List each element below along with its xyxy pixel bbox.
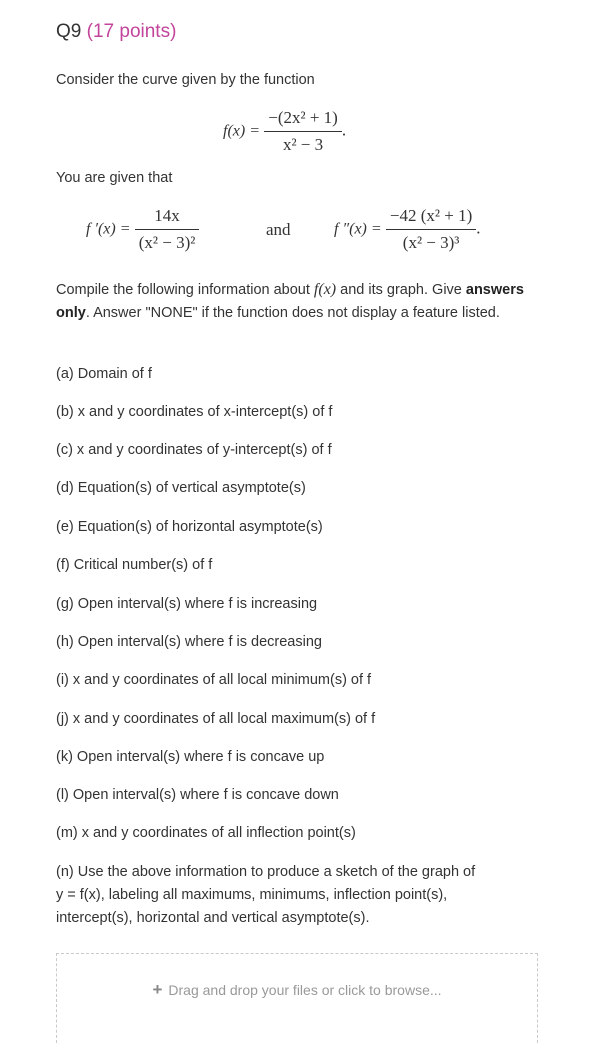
given-text: You are given that xyxy=(56,170,173,186)
instructions-part2: and its graph. Give xyxy=(336,282,466,298)
function-end: . xyxy=(341,120,347,140)
item-k: (k) Open interval(s) where f is concave up xyxy=(56,749,325,765)
item-n-line2: y = f(x), labeling all maximums, minimums, inflection point(s), xyxy=(56,887,448,903)
and-word: and xyxy=(266,220,291,239)
item-h: (h) Open interval(s) where f is decreasing xyxy=(56,634,322,650)
item-f: (f) Critical number(s) of f xyxy=(56,557,213,573)
item-j: (j) x and y coordinates of all local maximum(s) of f xyxy=(56,711,376,727)
second-derivative-lhs: f ″(x) = xyxy=(334,220,382,238)
function-fraction xyxy=(264,108,342,155)
function-numerator: −(2x² + 1) xyxy=(264,108,342,132)
upload-prompt[interactable] xyxy=(57,980,537,1000)
instructions-bold: answers only xyxy=(56,282,524,321)
item-n-line3: intercept(s), horizontal and vertical asymptote(s). xyxy=(56,910,370,926)
second-derivative xyxy=(334,206,481,253)
instructions xyxy=(56,278,546,325)
second-derivative-numerator: −42 (x² + 1) xyxy=(386,206,476,230)
file-upload-dropzone[interactable] xyxy=(56,953,538,1043)
item-i: (i) x and y coordinates of all local minimum(s) of f xyxy=(56,672,372,688)
function-denominator: x² − 3 xyxy=(282,135,324,154)
function-lhs: f(x) = xyxy=(223,122,260,140)
upload-label: Drag and drop your files or click to browse... xyxy=(168,982,442,998)
item-n xyxy=(56,861,546,930)
second-derivative-denominator: (x² − 3)³ xyxy=(402,233,460,252)
function-equation xyxy=(223,108,346,155)
item-l: (l) Open interval(s) where f is concave down xyxy=(56,787,339,803)
second-derivative-end: . xyxy=(476,218,481,238)
item-a: (a) Domain of f xyxy=(56,366,152,382)
question-points: (17 points) xyxy=(86,21,177,42)
item-d: (d) Equation(s) of vertical asymptote(s) xyxy=(56,480,306,496)
instructions-fx: f(x) xyxy=(313,281,337,298)
question-title xyxy=(56,21,176,43)
intro-text: Consider the curve given by the function xyxy=(56,72,315,88)
first-derivative-numerator: 14x xyxy=(135,206,200,230)
item-n-line1: (n) Use the above information to produce a sketch of the graph of xyxy=(56,864,476,880)
first-derivative-lhs: f ′(x) = xyxy=(86,220,131,238)
first-derivative xyxy=(86,206,199,253)
item-b: (b) x and y coordinates of x-intercept(s) of f xyxy=(56,404,333,420)
plus-icon: + xyxy=(152,980,163,999)
first-derivative-denominator: (x² − 3)² xyxy=(138,233,196,252)
item-g: (g) Open interval(s) where f is increasing xyxy=(56,596,318,612)
instructions-part1: Compile the following information about xyxy=(56,282,314,298)
instructions-part3: . Answer "NONE" if the function does not display a feature listed. xyxy=(85,305,500,321)
second-derivative-fraction xyxy=(386,206,476,253)
item-m: (m) x and y coordinates of all inflection point(s) xyxy=(56,825,356,841)
item-e: (e) Equation(s) of horizontal asymptote(s) xyxy=(56,519,323,535)
first-derivative-fraction xyxy=(135,206,200,253)
question-number: Q9 xyxy=(56,21,82,42)
item-c: (c) x and y coordinates of y-intercept(s) of f xyxy=(56,442,332,458)
